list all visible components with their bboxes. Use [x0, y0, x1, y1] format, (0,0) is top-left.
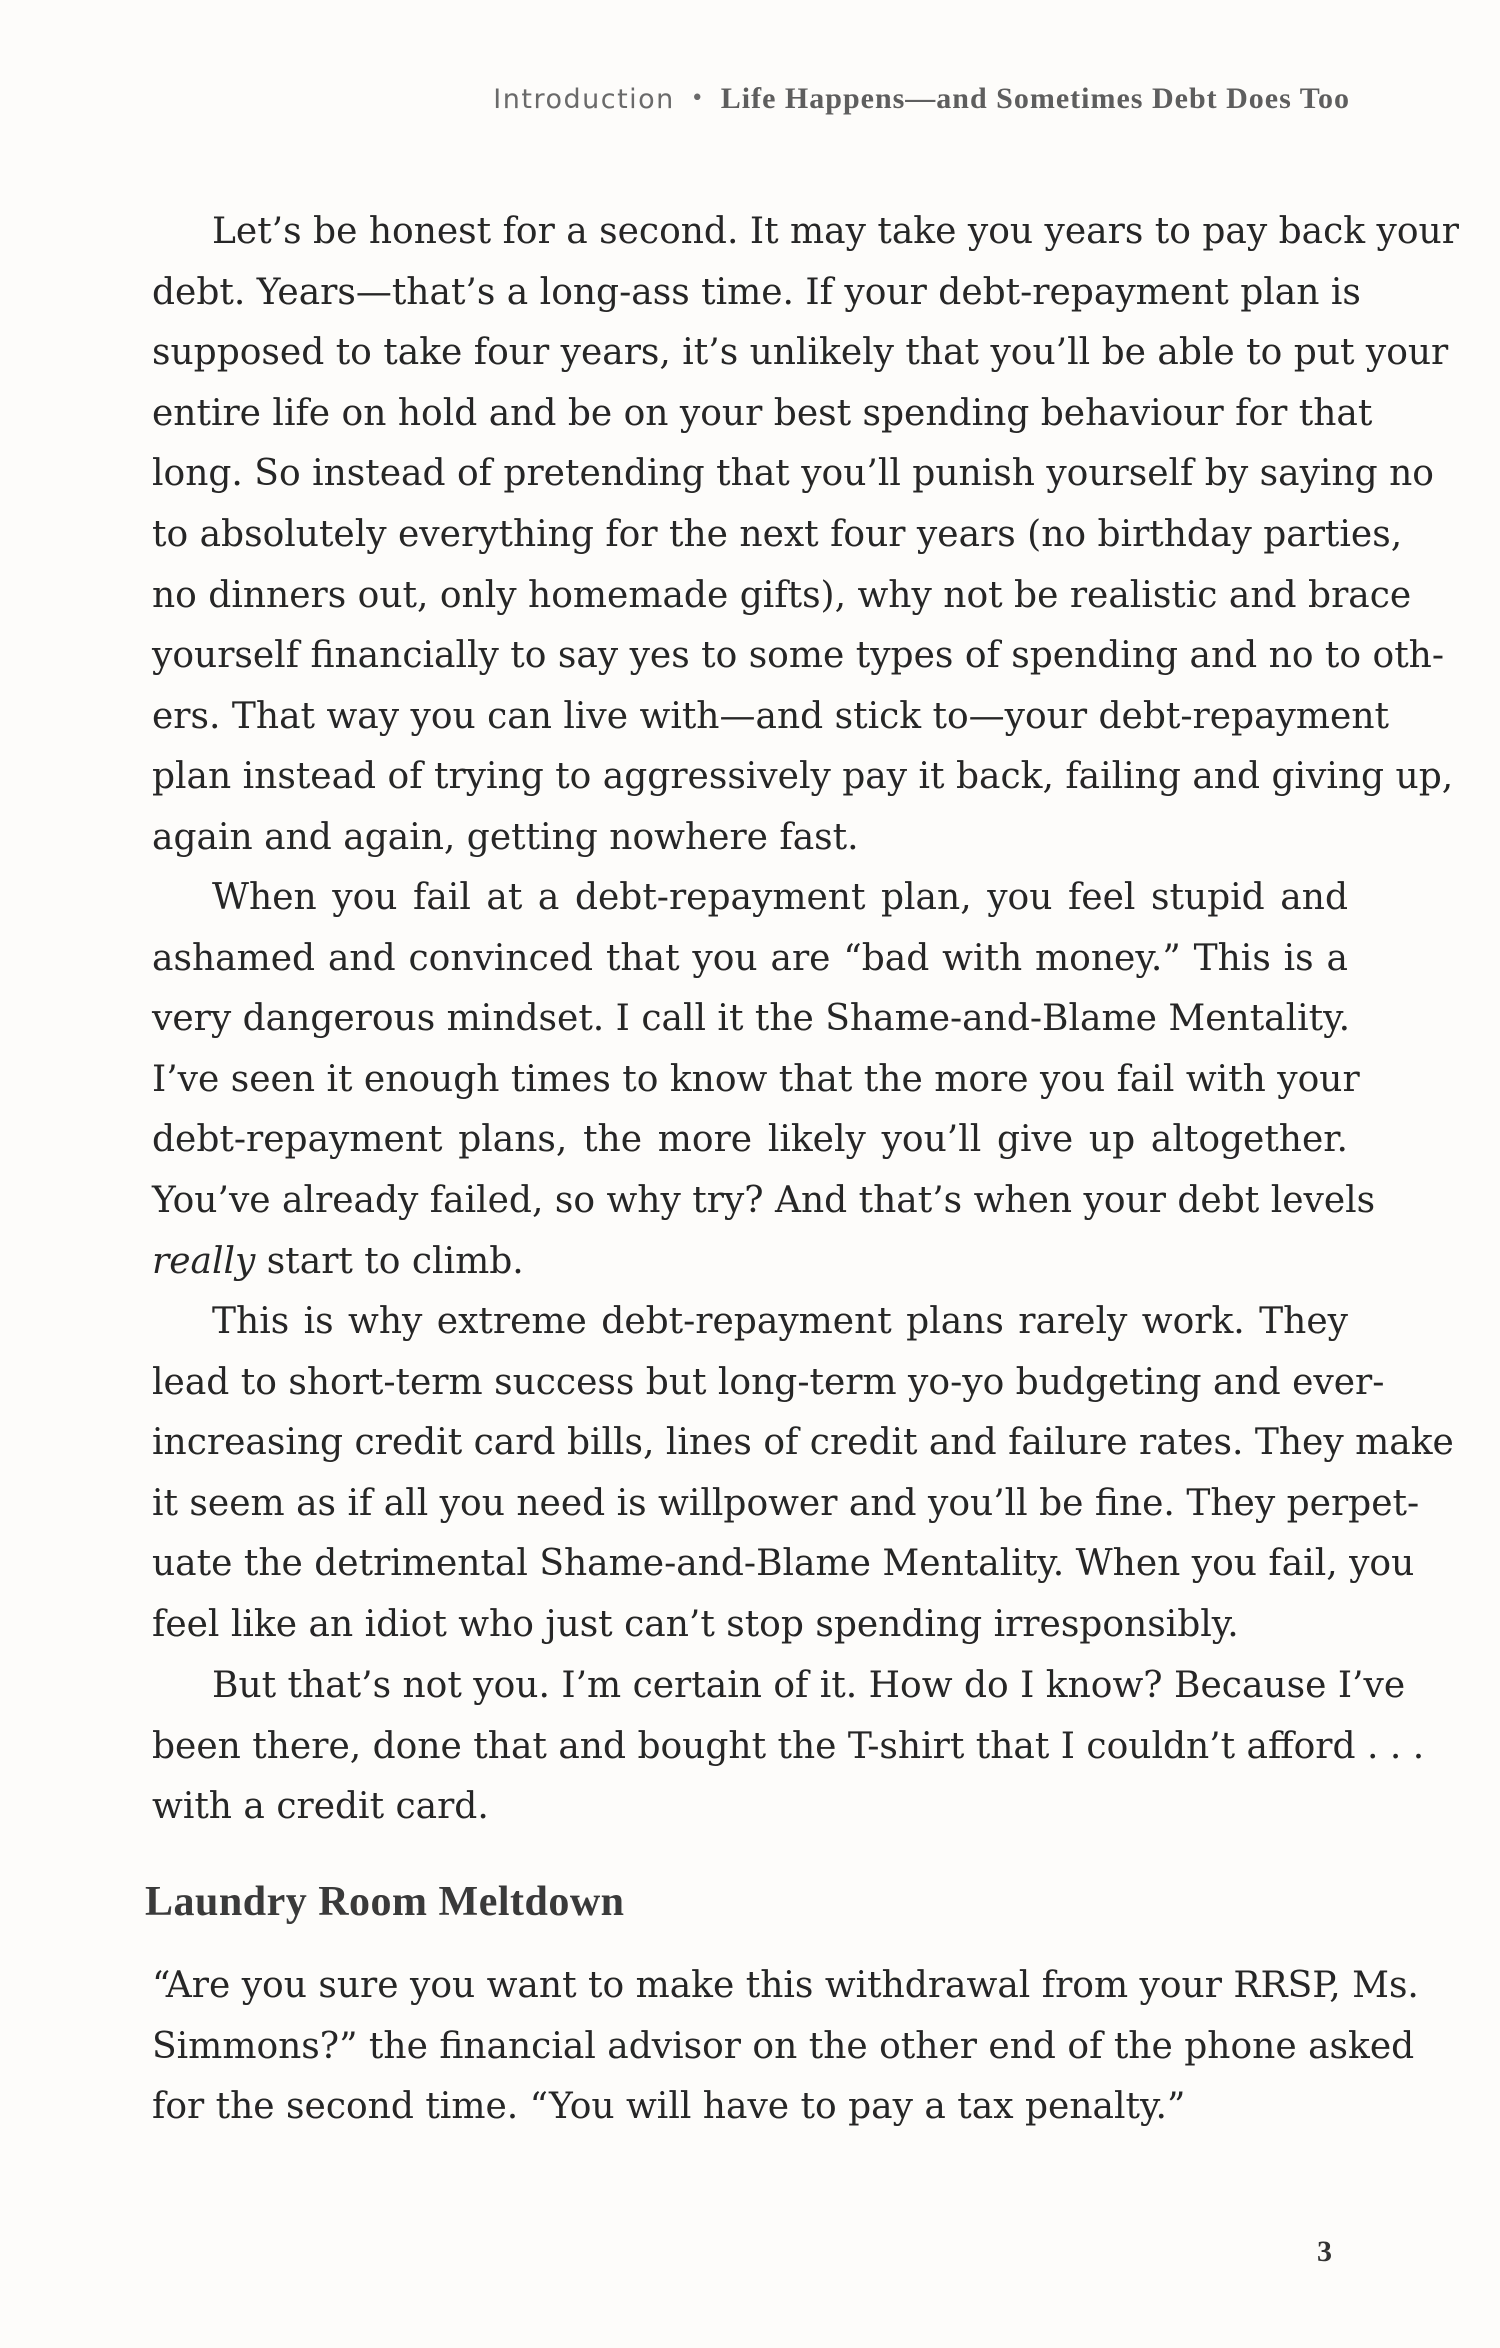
paragraph-1: [152, 202, 1459, 869]
emphasis-text: really: [152, 1240, 256, 1282]
section-subheading: Laundry Room Meltdown: [145, 1879, 625, 1925]
paragraph-line: very dangerous mindset. I call it the Shame-and-Blame Mentality.: [152, 998, 1351, 1040]
paragraph-line: no dinners out, only homemade gifts), why not be realistic and brace: [152, 574, 1412, 616]
paragraph-line-rest: start to climb.: [255, 1240, 524, 1282]
paragraph-line: You’ve already failed, so why try? And that’s when your debt levels: [152, 1179, 1376, 1221]
paragraph-line: been there, done that and bought the T-shirt that I couldn’t afford . . .: [152, 1725, 1425, 1767]
paragraph-line: plan instead of trying to aggressively pay it back, failing and giving up,: [152, 756, 1454, 798]
paragraph-line: debt-repayment plans, the more likely you’ll give up altogether.: [152, 1119, 1348, 1161]
paragraph-line: I’ve seen it enough times to know that the more you fail with your: [152, 1058, 1360, 1100]
paragraph-2: [152, 868, 1376, 1292]
paragraph-3: [152, 1292, 1454, 1656]
paragraph-line: [152, 1232, 1348, 1293]
paragraph-line: debt. Years—that’s a long-ass time. If your debt-repayment plan is: [152, 271, 1361, 313]
page-number: 3: [1317, 2235, 1332, 2268]
running-header: [493, 82, 1350, 116]
paragraph-line: it seem as if all you need is willpower and you’ll be fine. They perpet-: [152, 1482, 1420, 1524]
section-paragraph: [152, 1956, 1419, 2138]
paragraph-line: for the second time. “You will have to pay a tax penalty.”: [152, 2086, 1186, 2128]
paragraph-line: ers. That way you can live with—and stick to—your debt-repayment: [152, 695, 1389, 737]
paragraph-line: lead to short-term success but long-term yo-yo budgeting and ever-: [152, 1361, 1385, 1403]
paragraph-line: uate the detrimental Shame-and-Blame Mentality. When you fail, you: [152, 1543, 1415, 1585]
paragraph-line: long. So instead of pretending that you’ll punish yourself by saying no: [152, 453, 1434, 495]
paragraph-line: Let’s be honest for a second. It may take you years to pay back your: [212, 211, 1459, 252]
paragraph-line: entire life on hold and be on your best spending behaviour for that: [152, 392, 1373, 434]
paragraph-line: This is why extreme debt-repayment plans rarely work. They: [212, 1301, 1348, 1342]
paragraph-line: “Are you sure you want to make this withdrawal from your RRSP, Ms.: [152, 1965, 1419, 2006]
paragraph-line: When you fail at a debt-repayment plan, you feel stupid and: [212, 877, 1348, 918]
paragraph-line: with a credit card.: [152, 1786, 489, 1828]
paragraph-line: But that’s not you. I’m certain of it. How do I know? Because I’ve: [212, 1665, 1406, 1706]
header-section-label: Introduction: [493, 84, 675, 115]
paragraph-line: Simmons?” the financial advisor on the other end of the phone asked: [152, 2025, 1415, 2067]
paragraph-4: [152, 1656, 1425, 1838]
paragraph-line: to absolutely everything for the next four years (no birthday parties,: [152, 513, 1403, 555]
header-bullet-separator: •: [690, 86, 705, 111]
paragraph-line: feel like an idiot who just can’t stop spending irresponsibly.: [152, 1603, 1239, 1645]
paragraph-line: again and again, getting nowhere fast.: [152, 816, 859, 858]
paragraph-line: increasing credit card bills, lines of credit and failure rates. They make: [152, 1422, 1454, 1464]
paragraph-line: supposed to take four years, it’s unlikely that you’ll be able to put your: [152, 332, 1449, 374]
paragraph-line: ashamed and convinced that you are “bad with money.” This is a: [152, 937, 1348, 979]
header-chapter-title: Life Happens—and Sometimes Debt Does Too: [720, 82, 1350, 115]
paragraph-line: yourself financially to say yes to some types of spending and no to oth-: [152, 635, 1445, 677]
